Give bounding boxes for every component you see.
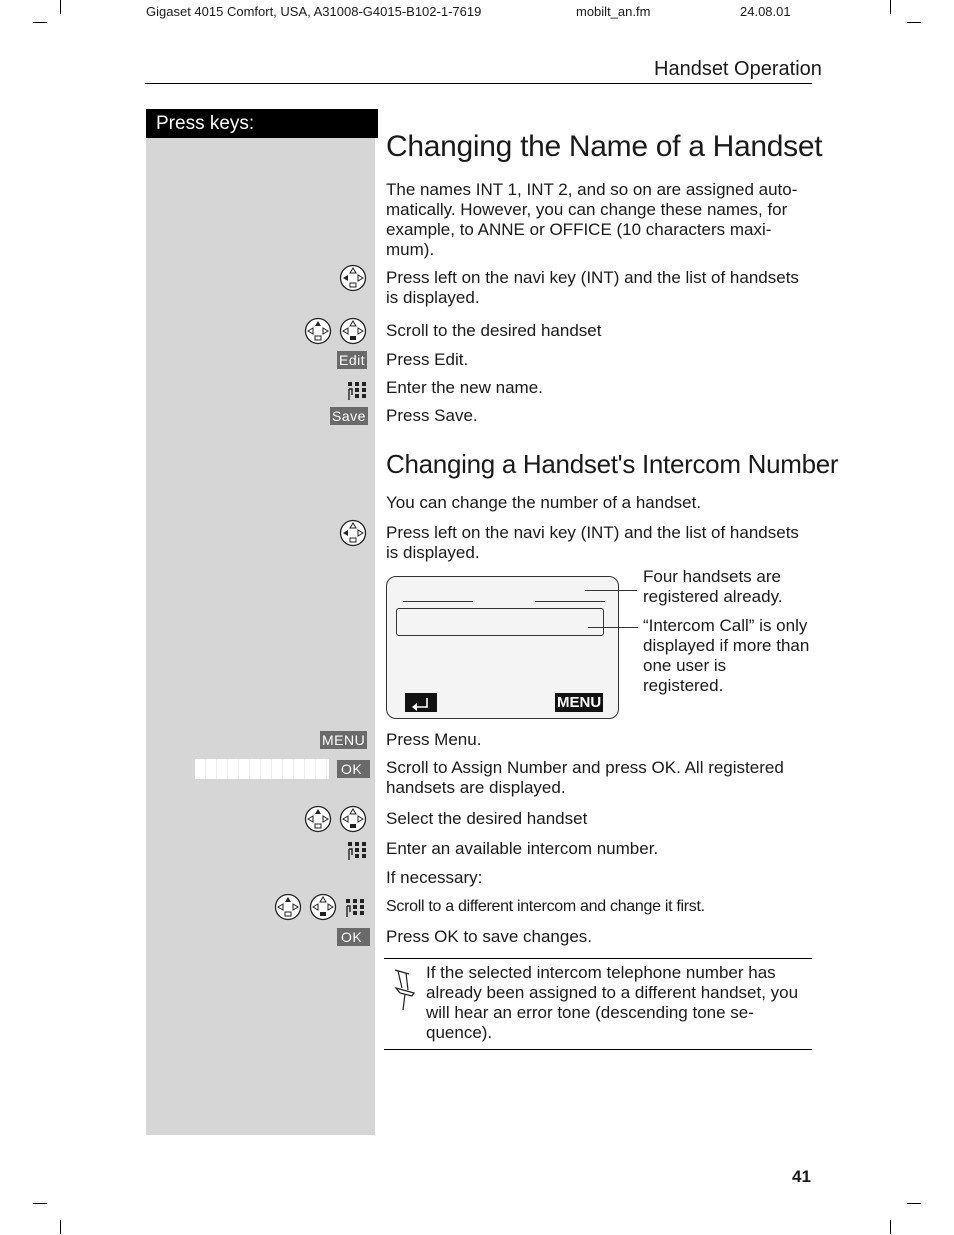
callout-text: “Intercom Call” is only displayed if more than one user is registered. — [643, 616, 810, 695]
handset-display — [386, 576, 619, 719]
callout-line — [585, 590, 637, 591]
crop-mark — [60, 1220, 61, 1234]
step-text: Press left on the navi key (INT) and the list of handsets is displayed. — [386, 268, 799, 307]
back-arrow-icon — [405, 693, 437, 712]
navi-down-icon — [339, 805, 367, 833]
menu-key: MENU — [322, 732, 366, 748]
step-text: Enter an available intercom number. — [386, 839, 659, 858]
navi-down-icon — [309, 893, 337, 921]
ok-key: OK — [337, 928, 370, 946]
menu-entry-field — [195, 759, 329, 779]
ok-key: OK — [337, 760, 370, 778]
pushpin-icon — [390, 966, 418, 1012]
keypad-icon — [347, 380, 369, 402]
navi-up-icon — [304, 317, 332, 345]
step-text: Press Menu. — [386, 730, 482, 749]
crop-mark — [907, 1203, 921, 1204]
section-title: Handset Operation — [654, 58, 822, 80]
navi-up-icon — [304, 805, 332, 833]
display-menu-label: MENU — [557, 694, 602, 711]
callout-text: Four handsets are registered already. — [643, 567, 783, 606]
doc-id: Gigaset 4015 Comfort, USA, A31008-G4015-B102-1-7619 — [146, 4, 482, 19]
display-line — [535, 601, 605, 602]
step-text: Select the desired handset — [386, 809, 588, 828]
display-selection-bar — [396, 608, 604, 636]
navi-up-icon — [274, 893, 302, 921]
crop-mark — [33, 1203, 47, 1204]
step-text: Press Edit. — [386, 350, 469, 369]
step-text: Scroll to a different intercom and change it first. — [386, 898, 705, 915]
note-bottom-rule — [384, 1049, 812, 1050]
intro-text: The names INT 1, INT 2, and so on are assigned auto-matically. However, you can change these names, for example, to ANNE or OFFICE (10 characters maxi-mum). — [386, 180, 798, 259]
note-text: If the selected intercom telephone number has already been assigned to a different handset, you will hear an error tone (descending tone se-quence). — [426, 963, 799, 1042]
display-line — [403, 601, 473, 602]
press-keys-label: Press keys: — [146, 109, 378, 138]
header-rule — [145, 83, 812, 84]
note-top-rule — [384, 958, 812, 959]
file-name: mobilt_an.fm — [576, 4, 651, 19]
navi-left-icon — [339, 519, 367, 547]
step-text: Enter the new name. — [386, 378, 543, 397]
section-heading: Changing a Handset's Intercom Number — [386, 449, 839, 479]
edit-key: Edit — [339, 352, 366, 368]
page-title: Changing the Name of a Handset — [386, 130, 823, 163]
crop-mark — [890, 1220, 891, 1234]
crop-mark — [33, 22, 47, 23]
keypad-icon — [347, 840, 369, 862]
step-text: Press OK to save changes. — [386, 927, 592, 946]
callout-line — [588, 627, 638, 628]
step-text: Scroll to the desired handset — [386, 321, 602, 340]
navi-left-icon — [339, 264, 367, 292]
crop-mark — [907, 22, 921, 23]
crop-mark — [890, 0, 891, 14]
intro-text: You can change the number of a handset. — [386, 493, 702, 512]
step-text: Press left on the navi key (INT) and the list of handsets is displayed. — [386, 523, 799, 562]
crop-mark — [60, 0, 61, 14]
step-text: Press Save. — [386, 406, 478, 425]
page-number: 41 — [792, 1167, 811, 1186]
save-key: Save — [332, 408, 366, 424]
doc-date: 24.08.01 — [740, 4, 791, 19]
keypad-icon — [345, 897, 367, 919]
step-text: If necessary: — [386, 868, 483, 887]
navi-down-icon — [339, 317, 367, 345]
step-text: Scroll to Assign Number and press OK. All registered handsets are displayed. — [386, 758, 784, 797]
